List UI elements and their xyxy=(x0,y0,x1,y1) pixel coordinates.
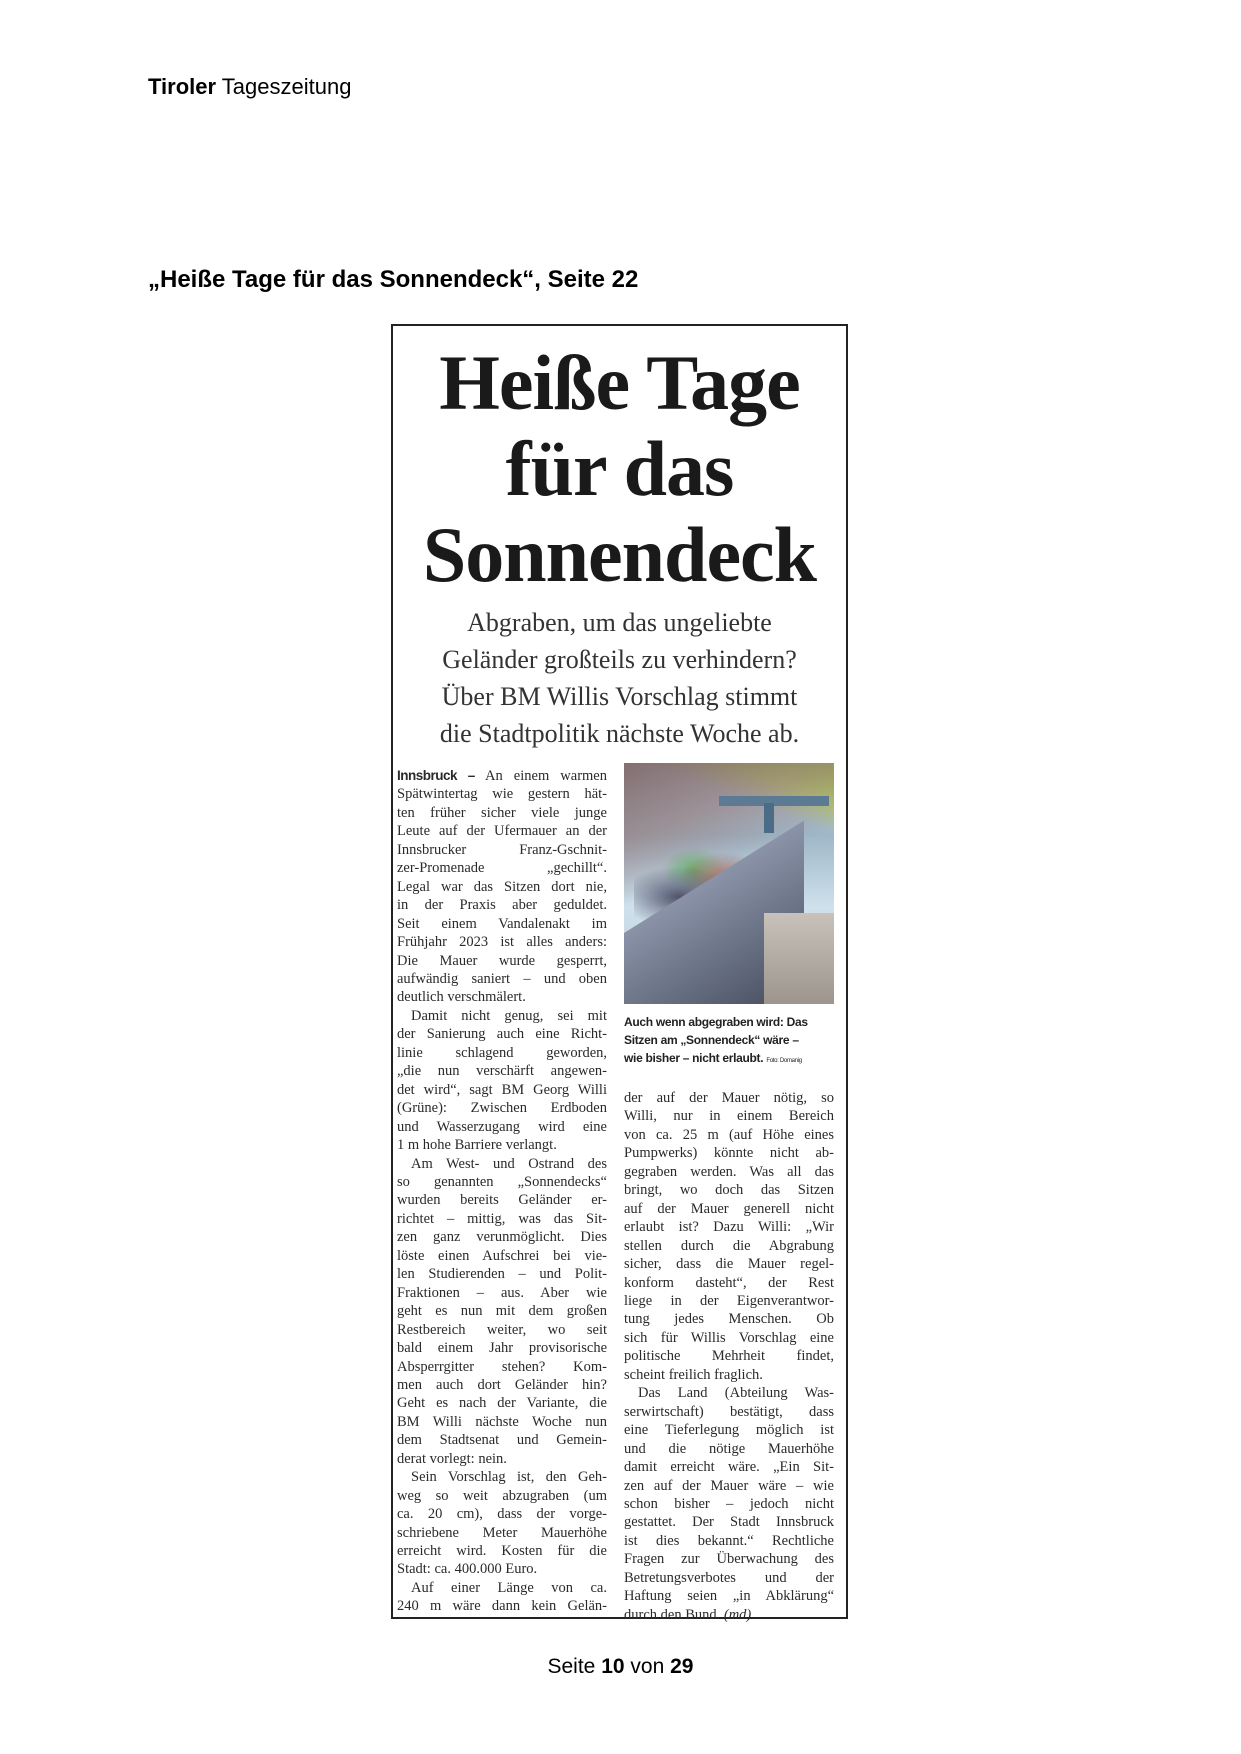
body-line-text: Auf einer Länge von ca. xyxy=(411,1579,607,1596)
body-line xyxy=(397,1394,607,1412)
body-line-text: zer-Promenade „gechillt“. xyxy=(397,860,607,877)
body-line xyxy=(397,896,607,914)
body-line-text: len Studierenden – und Polit- xyxy=(397,1266,607,1283)
body-line xyxy=(624,1292,834,1310)
body-line-text: weg so weit abzugraben (um xyxy=(397,1487,607,1504)
body-line xyxy=(624,1237,834,1255)
body-line xyxy=(624,1532,834,1550)
body-line xyxy=(397,1431,607,1449)
body-line xyxy=(624,1200,834,1218)
body-line-text: Geht es nach der Variante, die xyxy=(397,1395,607,1412)
body-line-text: durch den Bund. xyxy=(624,1606,721,1623)
body-line xyxy=(397,970,607,988)
body-line-text: linie schlagend geworden, xyxy=(397,1044,607,1061)
body-line-text: der auf der Mauer nötig, so xyxy=(624,1090,834,1106)
body-line-text: bringt, wo doch das Sitzen xyxy=(624,1182,834,1199)
body-line-text: eine Tieferlegung möglich ist xyxy=(624,1422,834,1439)
body-line xyxy=(397,988,607,1006)
body-line xyxy=(397,1081,607,1099)
body-line xyxy=(397,1339,607,1357)
photo-credit: Foto: Domanig xyxy=(766,1058,802,1064)
body-line xyxy=(624,1181,834,1199)
publication-name xyxy=(148,74,351,100)
body-line-text: Leute auf der Ufermauer an der xyxy=(397,823,607,840)
body-line xyxy=(624,1421,834,1439)
body-line xyxy=(624,1310,834,1328)
body-line-text: sich für Willis Vorschlag eine xyxy=(624,1329,834,1346)
body-line xyxy=(397,1579,607,1597)
body-line xyxy=(397,859,607,877)
body-line-text: Spätwintertag wie gestern hät- xyxy=(397,786,607,803)
photo-riverbank xyxy=(764,913,834,1004)
body-line xyxy=(397,1191,607,1209)
body-line-text: gestattet. Der Stadt Innsbruck xyxy=(624,1514,834,1531)
body-line xyxy=(624,1587,834,1605)
body-line-text: 240 m wäre dann kein Gelän- xyxy=(397,1598,607,1615)
body-line xyxy=(397,1044,607,1062)
body-line-text: zen ganz verunmöglicht. Dies xyxy=(397,1229,607,1246)
photo-caption xyxy=(624,1013,834,1070)
body-line xyxy=(624,1274,834,1292)
body-line-text: Seit einem Vandalenakt im xyxy=(397,915,607,932)
body-line xyxy=(397,1542,607,1560)
body-line-text: und Wasserzugang wird eine xyxy=(397,1118,607,1135)
body-line xyxy=(397,952,607,970)
body-line xyxy=(397,1560,607,1578)
body-line xyxy=(624,1126,834,1144)
body-line-text: schriebene Meter Mauerhöhe xyxy=(397,1524,607,1541)
body-line xyxy=(397,1007,607,1025)
dateline: Innsbruck – xyxy=(397,768,475,783)
subtitle-line: Abgraben, um das ungeliebte xyxy=(467,608,772,637)
body-line xyxy=(397,1136,607,1154)
body-line-text: Das Land (Abteilung Was- xyxy=(638,1385,834,1402)
body-line xyxy=(624,1347,834,1365)
body-line-text: der Sanierung auch eine Richt- xyxy=(397,1026,607,1043)
body-line-text: BM Willi nächste Woche nun xyxy=(397,1413,607,1430)
body-line xyxy=(624,1255,834,1273)
body-line-text: konform dasteht“, der Rest xyxy=(624,1274,834,1291)
body-line-text: scheint freilich fraglich. xyxy=(624,1366,763,1383)
body-line xyxy=(624,1458,834,1476)
body-line-text: sicher, dass die Mauer regel- xyxy=(624,1256,834,1273)
body-line-text: „die nun verschärft angewen- xyxy=(397,1063,607,1080)
body-line-text: Stadt: ca. 400.000 Euro. xyxy=(397,1561,538,1578)
newspaper-clipping xyxy=(391,324,848,1623)
body-line xyxy=(397,785,607,803)
body-line-text: ist dies bekannt.“ Rechtliche xyxy=(624,1532,834,1549)
body-line xyxy=(397,1487,607,1505)
body-line-text: Innsbrucker Franz-Gschnit- xyxy=(397,841,607,858)
body-line xyxy=(397,1247,607,1265)
subtitle xyxy=(393,604,846,752)
body-line-text: politische Mehrheit findet, xyxy=(624,1348,834,1365)
body-line-text: Fraktionen – aus. Aber wie xyxy=(397,1284,607,1301)
body-line-text: Fragen zur Überwachung des xyxy=(624,1551,834,1568)
body-line xyxy=(624,1477,834,1495)
body-line-text: so genannten „Sonnendecks“ xyxy=(397,1173,607,1190)
caption-line xyxy=(624,1049,834,1070)
body-line xyxy=(397,822,607,840)
body-line-text: deutlich verschmälert. xyxy=(397,989,526,1006)
body-line xyxy=(624,1550,834,1568)
body-line xyxy=(397,915,607,933)
body-line xyxy=(624,1606,834,1624)
body-line-text: dem Stadtsenat und Gemein- xyxy=(397,1432,607,1449)
body-line-text: Absperrgitter stehen? Kom- xyxy=(397,1358,607,1375)
body-line-text: auf der Mauer generell nicht xyxy=(624,1200,834,1217)
body-line-text: det wird“, sagt BM Georg Willi xyxy=(397,1081,607,1098)
body-line-text: derat vorlegt: nein. xyxy=(397,1450,507,1467)
subtitle-line: Über BM Willis Vorschlag stimmt xyxy=(441,682,798,711)
body-line-text: ten früher sicher viele junge xyxy=(397,804,607,821)
body-line xyxy=(397,1321,607,1339)
headline-line: Sonnendeck xyxy=(422,511,817,598)
body-line xyxy=(397,1505,607,1523)
body-line-text: Willi, nur in einem Bereich xyxy=(624,1108,834,1125)
subtitle-line: Geländer großteils zu verhindern? xyxy=(442,645,797,674)
body-line-text: tung jedes Menschen. Ob xyxy=(624,1311,834,1328)
body-line-text: 1 m hohe Barriere verlangt. xyxy=(397,1137,557,1154)
body-line-text: und die nötige Mauerhöhe xyxy=(624,1440,834,1457)
body-line-text: Damit nicht genug, sei mit xyxy=(411,1007,607,1024)
body-line-text: Betretungsverbotes und der xyxy=(624,1569,834,1586)
body-line-text: richtet – mittig, was das Sit- xyxy=(397,1210,607,1227)
caption-line-text: wie bisher – nicht erlaubt. xyxy=(624,1051,764,1065)
body-line-text: damit erreicht wäre. „Ein Sit- xyxy=(624,1459,834,1476)
body-line-text: stellen durch die Abgrabung xyxy=(624,1237,834,1254)
body-line xyxy=(397,878,607,896)
body-line-text: Legal war das Sitzen dort nie, xyxy=(397,878,607,895)
body-line xyxy=(397,1450,607,1468)
publication-name-rest: Tageszeitung xyxy=(221,74,352,99)
body-line xyxy=(397,1025,607,1043)
author-initials: (md) xyxy=(723,1606,752,1623)
body-column-right xyxy=(624,1089,834,1624)
body-line xyxy=(624,1218,834,1236)
body-column-left xyxy=(397,767,607,1616)
body-line-text: schon bisher – jedoch nicht xyxy=(624,1495,834,1512)
body-line xyxy=(624,1144,834,1162)
body-line xyxy=(397,1118,607,1136)
body-line xyxy=(624,1089,834,1107)
body-line-text: bald einem Jahr provisorische xyxy=(397,1340,607,1357)
photo-bridge xyxy=(719,796,829,806)
body-line xyxy=(397,1228,607,1246)
body-line xyxy=(397,1099,607,1117)
body-line-text: erreicht wird. Kosten für die xyxy=(397,1543,607,1560)
publication-name-bold: Tiroler xyxy=(148,74,217,99)
body-line xyxy=(624,1403,834,1421)
body-line xyxy=(624,1440,834,1458)
body-line xyxy=(624,1163,834,1181)
page-of-label: von xyxy=(630,1655,665,1678)
body-line-text: erlaubt ist? Dazu Willi: „Wir xyxy=(624,1219,834,1236)
body-line xyxy=(397,1597,607,1615)
body-line-text: Frühjahr 2023 ist alles anders: xyxy=(397,934,607,951)
body-line-text: ca. 20 cm), dass der vorge- xyxy=(397,1506,607,1523)
article-reference: „Heiße Tage für das Sonnendeck“, Seite 22 xyxy=(148,266,639,293)
body-line xyxy=(397,1173,607,1191)
body-line xyxy=(397,1524,607,1542)
body-line-text: liege in der Eigenverantwor- xyxy=(624,1292,834,1309)
body-line xyxy=(397,1358,607,1376)
body-line xyxy=(624,1366,834,1384)
body-line xyxy=(397,1265,607,1283)
body-line xyxy=(397,767,607,785)
body-line-text: Am West- und Ostrand des xyxy=(411,1155,607,1172)
body-line-text: wurden bereits Geländer er- xyxy=(397,1192,607,1209)
caption-line: Auch wenn abgegraben wird: Das xyxy=(624,1015,808,1029)
body-line xyxy=(397,1468,607,1486)
body-line xyxy=(397,1284,607,1302)
body-line xyxy=(397,933,607,951)
body-line xyxy=(624,1329,834,1347)
body-line-text: in der Praxis aber geduldet. xyxy=(397,897,607,914)
body-line-text: men auch dort Geländer hin? xyxy=(397,1376,607,1393)
body-line-text: Sein Vorschlag ist, den Geh- xyxy=(411,1469,607,1486)
body-line-text: aufwändig saniert – und oben xyxy=(397,970,607,987)
body-line xyxy=(397,1155,607,1173)
headline-line: Heiße Tage xyxy=(439,339,800,426)
body-line-text: Pumpwerks) könnte nicht ab- xyxy=(624,1145,834,1162)
body-line xyxy=(397,1062,607,1080)
body-line xyxy=(397,1210,607,1228)
headline-line: für das xyxy=(505,425,734,512)
body-line xyxy=(624,1569,834,1587)
body-line-text: gegraben werden. Was all das xyxy=(624,1163,834,1180)
body-line xyxy=(397,1413,607,1431)
body-line-text: löste einen Aufschrei bei vie- xyxy=(397,1247,607,1264)
body-line-text: Restbereich weiter, wo seit xyxy=(397,1321,607,1338)
body-line xyxy=(397,1376,607,1394)
body-line xyxy=(397,841,607,859)
body-line xyxy=(397,804,607,822)
body-line-text: Die Mauer wurde gesperrt, xyxy=(397,952,607,969)
photo-bridge-pier xyxy=(764,803,774,833)
body-line-text: (Grüne): Zwischen Erdboden xyxy=(397,1100,607,1117)
body-line-text: zen auf der Mauer wäre – wie xyxy=(624,1477,834,1494)
caption-line: Sitzen am „Sonnendeck“ wäre – xyxy=(624,1033,799,1047)
body-line xyxy=(624,1513,834,1531)
body-line-text: von ca. 25 m (auf Höhe eines xyxy=(624,1126,834,1143)
body-line-text: serwirtschaft) bestätigt, dass xyxy=(624,1403,834,1420)
headline xyxy=(393,340,846,598)
body-line xyxy=(624,1384,834,1402)
page-label: Seite xyxy=(547,1655,596,1678)
body-line xyxy=(624,1495,834,1513)
body-line-text: Haftung seien „in Abklärung“ xyxy=(624,1588,834,1605)
page-indicator xyxy=(0,1655,1241,1679)
body-line xyxy=(397,1302,607,1320)
body-line xyxy=(624,1107,834,1125)
body-line-text: geht es nun mit dem großen xyxy=(397,1303,607,1320)
body-line-text: An einem warmen xyxy=(485,768,607,784)
total-pages: 29 xyxy=(670,1655,694,1678)
photo-promenade xyxy=(624,763,834,1004)
current-page: 10 xyxy=(601,1655,625,1678)
subtitle-line: die Stadtpolitik nächste Woche ab. xyxy=(439,719,800,748)
